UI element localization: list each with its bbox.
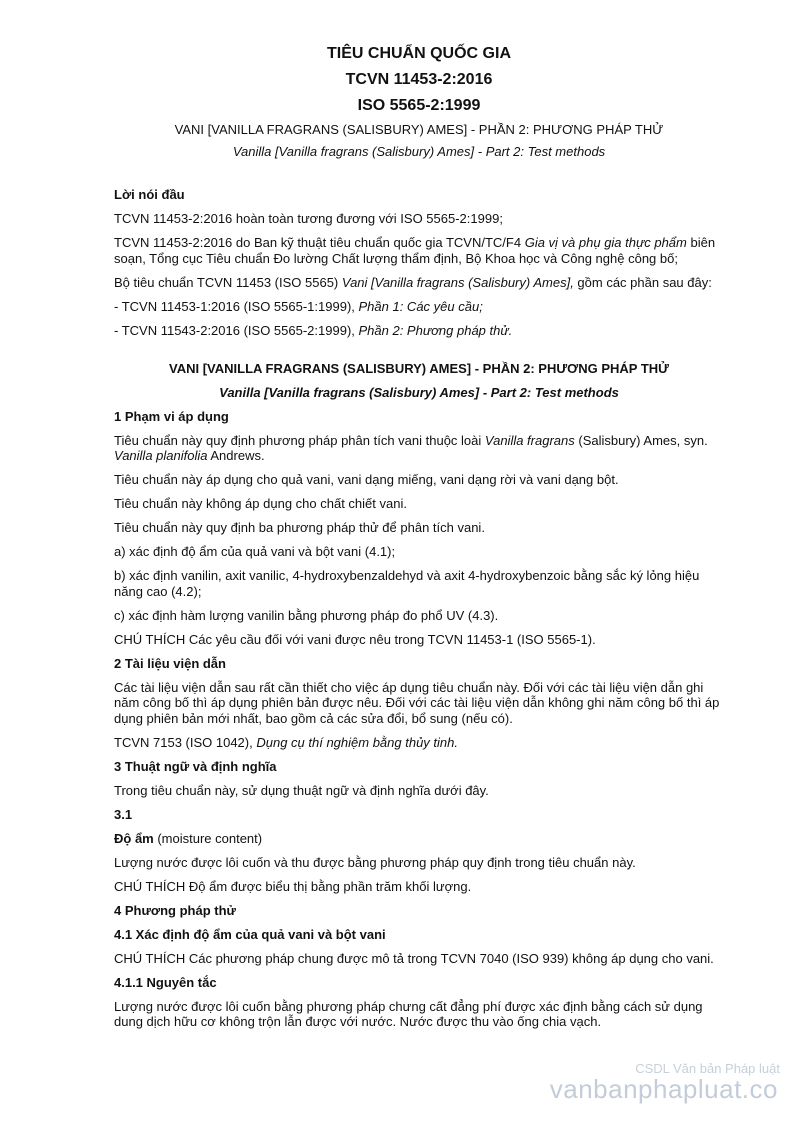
section-4-1-heading: 4.1 Xác định độ ẩm của quả vani và bột vani [114,926,386,942]
foreword-list-item-1: - TCVN 11453-1:2016 (ISO 5565-1:1999), Phần 1: Các yêu cầu; [114,298,483,314]
section-4-1-1-heading: 4.1.1 Nguyên tắc [114,974,217,990]
section-2-p1: Các tài liệu viện dẫn sau rất cần thiết cho việc áp dụng tiêu chuẩn này. Đối với các tài liệu viện dẫn ghi năm công bố thì áp dụng phiên bản được nêu. Đối với các tài liệu viện dẫn không ghi năm công bố thì áp dụng phiên bản mới nhất, bao gồm cả các sửa đổi, bổ sung (nếu có). [114,679,720,726]
doc-title: TIÊU CHUẨN QUỐC GIA [327,45,511,62]
foreword-p1: TCVN 11453-2:2016 hoàn toàn tương đương với ISO 5565-2:1999; [114,211,503,226]
foreword-p3: Bộ tiêu chuẩn TCVN 11453 (ISO 5565) Vani [Vanilla fragrans (Salisbury) Ames], gồm các phần sau đây: [114,274,712,290]
section-4-1-1-p1: Lượng nước được lôi cuốn bằng phương pháp chưng cất đẳng phí được xác định bằng cách sử dụng dung dịch hữu cơ không trộn lẫn được với nước. Nước được thu vào ống chia vạch. [114,998,703,1029]
section-2-heading: 2 Tài liệu viện dẫn [114,655,226,671]
foreword-list-item-2: - TCVN 11543-2:2016 (ISO 5565-2:1999), Phần 2: Phương pháp thử. [114,322,513,338]
doc-title-vi: VANI [VANILLA FRAGRANS (SALISBURY) AMES] - PHẦN 2: PHƯƠNG PHÁP THỬ [174,122,664,137]
watermark-caption: CSDL Văn bản Pháp luật [635,1061,780,1076]
body-title-en: Vanilla [Vanilla fragrans (Salisbury) Ames] - Part 2: Test methods [219,384,619,400]
body-title-vi: VANI [VANILLA FRAGRANS (SALISBURY) AMES] - PHẦN 2: PHƯƠNG PHÁP THỬ [169,360,669,376]
section-4-heading: 4 Phương pháp thử [114,902,236,918]
section-1-p2: Tiêu chuẩn này áp dụng cho quả vani, vani dạng miếng, vani dạng rời và vani dạng bột. [114,472,619,487]
section-1-heading: 1 Phạm vi áp dụng [114,408,229,424]
doc-title-en: Vanilla [Vanilla fragrans (Salisbury) Ames] - Part 2: Test methods [232,143,606,159]
section-3-heading: 3 Thuật ngữ và định nghĩa [114,758,277,774]
section-1-item-a: a) xác định độ ẩm của quả vani và bột vani (4.1); [114,544,396,559]
section-3-1-number: 3.1 [114,806,133,822]
doc-code-tcvn: TCVN 11453-2:2016 [345,71,493,88]
section-1-p3: Tiêu chuẩn này không áp dụng cho chất chiết vani. [114,496,407,511]
section-1-item-b: b) xác định vanilin, axit vanilic, 4-hydroxybenzaldehyd và axit 4-hydroxybenzoic bằng sắc ký lỏng hiệu năng cao (4.2); [114,568,700,599]
section-2-reference: TCVN 7153 (ISO 1042), Dụng cụ thí nghiệm bằng thủy tinh. [114,734,458,750]
doc-code-iso: ISO 5565-2:1999 [357,97,481,114]
section-4-1-note: CHÚ THÍCH Các phương pháp chung được mô tả trong TCVN 7040 (ISO 939) không áp dụng cho vani. [114,950,714,966]
section-3-1-term: Độ ẩm (moisture content) [114,830,263,846]
foreword-p2: TCVN 11453-2:2016 do Ban kỹ thuật tiêu chuẩn quốc gia TCVN/TC/F4 Gia vị và phụ gia thực phẩm biên soạn, Tổng cục Tiêu chuẩn Đo lường Chất lượng thẩm định, Bộ Khoa học và Công nghệ công bố; [114,235,716,266]
section-3-1-note: CHÚ THÍCH Độ ẩm được biểu thị bằng phần trăm khối lượng. [114,878,472,894]
section-1-p1: Tiêu chuẩn này quy định phương pháp phân tích vani thuộc loài Vanilla fragrans (Salisbury) Ames, syn. Vanilla planifolia Andrews. [114,432,708,463]
watermark-site: vanbanphapluat.co [549,1074,778,1104]
section-1-note: CHÚ THÍCH Các yêu cầu đối với vani được nêu trong TCVN 11453-1 (ISO 5565-1). [114,631,596,647]
section-1-p4: Tiêu chuẩn này quy định ba phương pháp thử để phân tích vani. [114,520,485,535]
section-1-item-c: c) xác định hàm lượng vanilin bằng phương pháp đo phổ UV (4.3). [114,607,499,623]
document-page [114,44,724,1038]
section-3-1-definition: Lượng nước được lôi cuốn và thu được bằng phương pháp quy định trong tiêu chuẩn này. [114,854,636,870]
section-3-p1: Trong tiêu chuẩn này, sử dụng thuật ngữ và định nghĩa dưới đây. [114,782,489,798]
foreword-heading: Lời nói đầu [114,187,185,202]
